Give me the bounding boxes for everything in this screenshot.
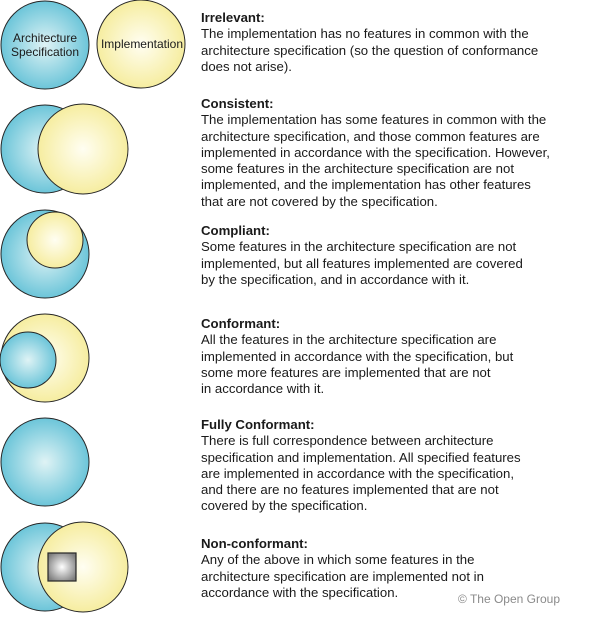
copyright-notice: © The Open Group (458, 592, 561, 606)
implementation-circle (27, 212, 83, 268)
level-description: The implementation has no features in common with the architecture specification (so the question of conformance does not arise). (201, 26, 539, 74)
venn-compliant (0, 209, 200, 304)
description-non-conformant (201, 536, 484, 601)
venn-compliant-svg (0, 209, 200, 304)
venn-consistent (0, 104, 200, 199)
venn-conformant-svg (0, 313, 200, 408)
architecture-circle (1, 418, 89, 506)
architecture-label-line2: Specification (10, 45, 80, 59)
description-consistent (201, 96, 550, 210)
venn-conformant (0, 313, 200, 408)
venn-non-conformant-svg (0, 522, 200, 617)
venn-irrelevant-svg (0, 0, 200, 95)
venn-fully-conformant-svg (0, 417, 200, 512)
level-title: Fully Conformant: (201, 417, 315, 432)
implementation-label: Implementation (100, 37, 184, 51)
level-description: Any of the above in which some features in the architecture specification are implemented not in accordance with the specification. (201, 552, 484, 600)
level-title: Consistent: (201, 96, 274, 111)
level-title: Conformant: (201, 316, 281, 331)
venn-irrelevant (0, 0, 200, 95)
description-irrelevant (201, 10, 538, 75)
architecture-label-line1: Architecture (12, 31, 78, 45)
venn-non-conformant (0, 522, 200, 617)
venn-consistent-svg (0, 104, 200, 199)
description-fully-conformant (201, 417, 521, 515)
level-description: There is full correspondence between architecture specification and implementation. All specified features are implemented in accordance with the specification, and there are no features implemented that are not covered by the specification. (201, 433, 521, 514)
nonconformant-feature-square (48, 553, 76, 581)
architecture-circle (0, 332, 56, 388)
description-compliant (201, 223, 523, 288)
level-title: Irrelevant: (201, 10, 265, 25)
venn-fully-conformant (0, 417, 200, 512)
level-title: Non-conformant: (201, 536, 308, 551)
level-title: Compliant: (201, 223, 270, 238)
description-conformant (201, 316, 513, 397)
level-description: The implementation has some features in common with the architecture specification, and those common features are implemented in accordance with the specification. However, some features in the architecture specification are not implemented, and the implementation has other features that are not covered by the specification. (201, 112, 550, 209)
level-description: Some features in the architecture specification are not implemented, but all features implemented are covered by the specification, and in accordance with it. (201, 239, 523, 287)
implementation-circle (38, 104, 128, 194)
level-description: All the features in the architecture specification are implemented in accordance with the specification, but some more features are implemented that are not in accordance with it. (201, 332, 514, 397)
